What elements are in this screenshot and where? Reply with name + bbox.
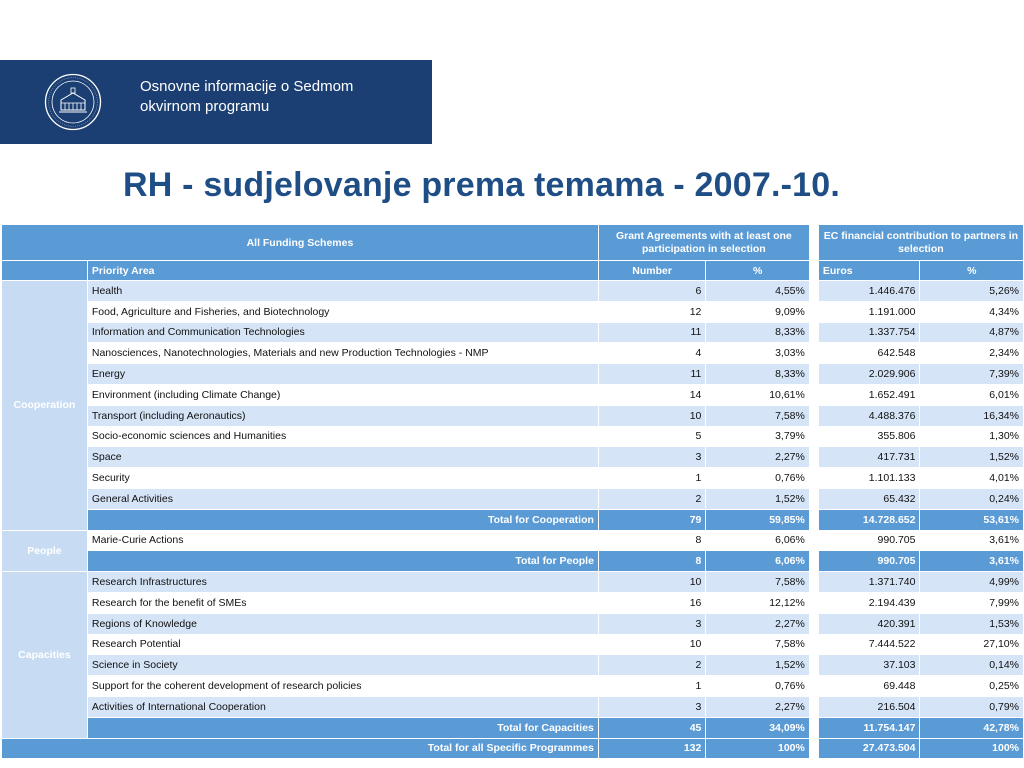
number-cell: 10 bbox=[598, 405, 705, 426]
table-row bbox=[2, 405, 1024, 426]
group-label: Cooperation bbox=[13, 399, 76, 412]
total-euros-cell: 11.754.147 bbox=[818, 717, 920, 738]
priority-area-cell: Support for the coherent development of research policies bbox=[87, 676, 598, 697]
percent-ec-cell: 1,30% bbox=[920, 426, 1024, 447]
grand-total-row bbox=[2, 738, 1024, 759]
percent-cell: 2,27% bbox=[706, 696, 809, 717]
total-row bbox=[2, 509, 1024, 530]
number-cell: 1 bbox=[598, 468, 705, 489]
funding-table bbox=[1, 224, 1024, 759]
percent-ec-cell: 4,34% bbox=[920, 301, 1024, 322]
priority-area-cell: Nanosciences, Nanotechnologies, Materials and new Production Technologies - NMP bbox=[87, 343, 598, 364]
banner-title-line-2: okvirnom programu bbox=[140, 98, 270, 115]
priority-area-cell: Space bbox=[87, 447, 598, 468]
percent-ec-cell: 7,39% bbox=[920, 364, 1024, 385]
total-percent-ec-cell: 53,61% bbox=[920, 509, 1024, 530]
number-cell: 12 bbox=[598, 301, 705, 322]
number-cell: 1 bbox=[598, 676, 705, 697]
priority-area-cell: Security bbox=[87, 468, 598, 489]
euros-cell: 420.391 bbox=[818, 613, 920, 634]
table-row bbox=[2, 384, 1024, 405]
grand-total-label-cell: Total for all Specific Programmes bbox=[2, 738, 599, 759]
banner-title-line-1: Osnovne informacije o Sedmom bbox=[140, 78, 354, 95]
percent-cell: 4,55% bbox=[706, 281, 809, 302]
group-label: People bbox=[27, 544, 62, 557]
table-row bbox=[2, 655, 1024, 676]
total-label-cell: Total for People bbox=[87, 551, 598, 572]
euros-cell: 37.103 bbox=[818, 655, 920, 676]
percent-ec-cell: 3,61% bbox=[920, 530, 1024, 551]
group-cell bbox=[2, 572, 88, 738]
header-priority-area: Priority Area bbox=[87, 261, 598, 281]
percent-cell: 2,27% bbox=[706, 447, 809, 468]
total-percent-cell: 34,09% bbox=[706, 717, 809, 738]
slide-title: RH - sudjelovanje prema temama - 2007.-10. bbox=[123, 166, 841, 204]
priority-area-cell: Socio-economic sciences and Humanities bbox=[87, 426, 598, 447]
total-euros-cell: 990.705 bbox=[818, 551, 920, 572]
total-percent-cell: 59,85% bbox=[706, 509, 809, 530]
percent-cell: 7,58% bbox=[706, 634, 809, 655]
number-cell: 5 bbox=[598, 426, 705, 447]
table-row bbox=[2, 530, 1024, 551]
percent-cell: 0,76% bbox=[706, 676, 809, 697]
header-percent: % bbox=[706, 261, 809, 281]
header-grant-agreements: Grant Agreements with at least one participation in selection bbox=[598, 225, 809, 261]
group-cell bbox=[2, 281, 88, 531]
percent-ec-cell: 1,53% bbox=[920, 613, 1024, 634]
euros-cell: 7.444.522 bbox=[818, 634, 920, 655]
total-row bbox=[2, 717, 1024, 738]
university-seal-icon bbox=[44, 73, 102, 131]
number-cell: 14 bbox=[598, 384, 705, 405]
total-label-cell: Total for Cooperation bbox=[87, 509, 598, 530]
table-row bbox=[2, 592, 1024, 613]
euros-cell: 4.488.376 bbox=[818, 405, 920, 426]
grand-total-number-cell: 132 bbox=[598, 738, 705, 759]
euros-cell: 1.191.000 bbox=[818, 301, 920, 322]
total-percent-cell: 6,06% bbox=[706, 551, 809, 572]
table-row bbox=[2, 468, 1024, 489]
priority-area-cell: Science in Society bbox=[87, 655, 598, 676]
percent-cell: 6,06% bbox=[706, 530, 809, 551]
priority-area-cell: General Activities bbox=[87, 488, 598, 509]
table-row bbox=[2, 426, 1024, 447]
euros-cell: 1.337.754 bbox=[818, 322, 920, 343]
number-cell: 3 bbox=[598, 613, 705, 634]
priority-area-cell: Health bbox=[87, 281, 598, 302]
priority-area-cell: Research Potential bbox=[87, 634, 598, 655]
percent-ec-cell: 7,99% bbox=[920, 592, 1024, 613]
percent-cell: 8,33% bbox=[706, 364, 809, 385]
table-row bbox=[2, 696, 1024, 717]
total-label-cell: Total for Capacities bbox=[87, 717, 598, 738]
header-euros: Euros bbox=[818, 261, 920, 281]
percent-cell: 0,76% bbox=[706, 468, 809, 489]
priority-area-cell: Marie-Curie Actions bbox=[87, 530, 598, 551]
number-cell: 11 bbox=[598, 364, 705, 385]
percent-ec-cell: 1,52% bbox=[920, 447, 1024, 468]
table-row bbox=[2, 676, 1024, 697]
percent-cell: 7,58% bbox=[706, 405, 809, 426]
table-row bbox=[2, 447, 1024, 468]
priority-area-cell: Regions of Knowledge bbox=[87, 613, 598, 634]
euros-cell: 216.504 bbox=[818, 696, 920, 717]
total-number-cell: 79 bbox=[598, 509, 705, 530]
grand-total-percent-ec-cell: 100% bbox=[920, 738, 1024, 759]
table-row bbox=[2, 281, 1024, 302]
table-row bbox=[2, 488, 1024, 509]
euros-cell: 2.194.439 bbox=[818, 592, 920, 613]
group-label: Capacities bbox=[18, 648, 71, 661]
percent-cell: 1,52% bbox=[706, 488, 809, 509]
percent-ec-cell: 5,26% bbox=[920, 281, 1024, 302]
percent-cell: 8,33% bbox=[706, 322, 809, 343]
total-number-cell: 45 bbox=[598, 717, 705, 738]
percent-ec-cell: 0,79% bbox=[920, 696, 1024, 717]
header-group-blank bbox=[2, 261, 88, 281]
euros-cell: 1.101.133 bbox=[818, 468, 920, 489]
header-ec-contribution: EC financial contribution to partners in selection bbox=[818, 225, 1023, 261]
table-row bbox=[2, 322, 1024, 343]
number-cell: 6 bbox=[598, 281, 705, 302]
number-cell: 2 bbox=[598, 655, 705, 676]
table-row bbox=[2, 301, 1024, 322]
number-cell: 3 bbox=[598, 696, 705, 717]
percent-ec-cell: 4,87% bbox=[920, 322, 1024, 343]
percent-ec-cell: 0,14% bbox=[920, 655, 1024, 676]
euros-cell: 355.806 bbox=[818, 426, 920, 447]
priority-area-cell: Information and Communication Technologies bbox=[87, 322, 598, 343]
percent-ec-cell: 6,01% bbox=[920, 384, 1024, 405]
euros-cell: 1.371.740 bbox=[818, 572, 920, 593]
number-cell: 10 bbox=[598, 572, 705, 593]
percent-ec-cell: 16,34% bbox=[920, 405, 1024, 426]
percent-cell: 12,12% bbox=[706, 592, 809, 613]
euros-cell: 990.705 bbox=[818, 530, 920, 551]
euros-cell: 2.029.906 bbox=[818, 364, 920, 385]
priority-area-cell: Transport (including Aeronautics) bbox=[87, 405, 598, 426]
grand-total-percent-cell: 100% bbox=[706, 738, 809, 759]
number-cell: 3 bbox=[598, 447, 705, 468]
percent-ec-cell: 0,24% bbox=[920, 488, 1024, 509]
euros-cell: 69.448 bbox=[818, 676, 920, 697]
priority-area-cell: Food, Agriculture and Fisheries, and Biotechnology bbox=[87, 301, 598, 322]
grand-total-euros-cell: 27.473.504 bbox=[818, 738, 920, 759]
percent-ec-cell: 0,25% bbox=[920, 676, 1024, 697]
table-row bbox=[2, 343, 1024, 364]
percent-cell: 10,61% bbox=[706, 384, 809, 405]
percent-ec-cell: 4,01% bbox=[920, 468, 1024, 489]
table-row bbox=[2, 613, 1024, 634]
euros-cell: 1.652.491 bbox=[818, 384, 920, 405]
table-row bbox=[2, 572, 1024, 593]
number-cell: 8 bbox=[598, 530, 705, 551]
percent-cell: 2,27% bbox=[706, 613, 809, 634]
header-all-funding-schemes: All Funding Schemes bbox=[2, 225, 599, 261]
number-cell: 4 bbox=[598, 343, 705, 364]
percent-cell: 3,79% bbox=[706, 426, 809, 447]
number-cell: 16 bbox=[598, 592, 705, 613]
total-percent-ec-cell: 3,61% bbox=[920, 551, 1024, 572]
percent-cell: 1,52% bbox=[706, 655, 809, 676]
priority-area-cell: Activities of International Cooperation bbox=[87, 696, 598, 717]
group-cell bbox=[2, 530, 88, 572]
priority-area-cell: Environment (including Climate Change) bbox=[87, 384, 598, 405]
percent-ec-cell: 2,34% bbox=[920, 343, 1024, 364]
header-percent-ec: % bbox=[920, 261, 1024, 281]
table-row bbox=[2, 364, 1024, 385]
total-percent-ec-cell: 42,78% bbox=[920, 717, 1024, 738]
percent-cell: 9,09% bbox=[706, 301, 809, 322]
priority-area-cell: Research Infrastructures bbox=[87, 572, 598, 593]
euros-cell: 1.446.476 bbox=[818, 281, 920, 302]
priority-area-cell: Energy bbox=[87, 364, 598, 385]
number-cell: 2 bbox=[598, 488, 705, 509]
total-row bbox=[2, 551, 1024, 572]
euros-cell: 417.731 bbox=[818, 447, 920, 468]
number-cell: 11 bbox=[598, 322, 705, 343]
euros-cell: 642.548 bbox=[818, 343, 920, 364]
header-banner bbox=[0, 60, 432, 144]
total-number-cell: 8 bbox=[598, 551, 705, 572]
percent-cell: 3,03% bbox=[706, 343, 809, 364]
percent-ec-cell: 27,10% bbox=[920, 634, 1024, 655]
header-number: Number bbox=[598, 261, 705, 281]
percent-cell: 7,58% bbox=[706, 572, 809, 593]
number-cell: 10 bbox=[598, 634, 705, 655]
euros-cell: 65.432 bbox=[818, 488, 920, 509]
table-row bbox=[2, 634, 1024, 655]
total-euros-cell: 14.728.652 bbox=[818, 509, 920, 530]
priority-area-cell: Research for the benefit of SMEs bbox=[87, 592, 598, 613]
percent-ec-cell: 4,99% bbox=[920, 572, 1024, 593]
